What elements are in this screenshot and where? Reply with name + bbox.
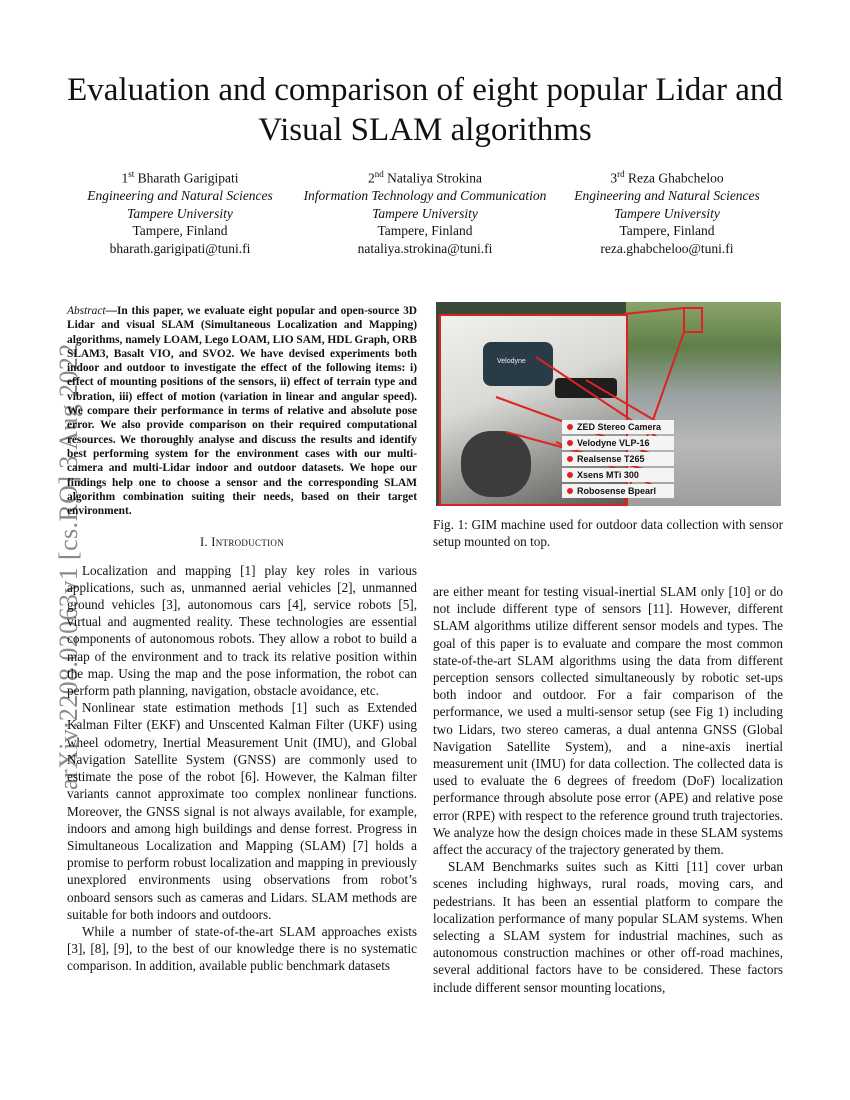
paragraph: SLAM Benchmarks suites such as Kitti [11] cover urban scenes including highways, rural roads, moving cars, and pedestrians. It has been an essential platform to compare the localization performance of many popular SLAM systems. When selecting a SLAM system for industrial machines, such as autonomous construction machines or other off-road machines, several additional factors have to be considered. These factors include different sensor mounting locations, [433,859,783,995]
author-ordinal-suffix: rd [617,169,625,179]
author-university: Tampere University [127,205,233,221]
author-1 [40,166,320,257]
author-affiliation: Information Technology and Communication [303,188,547,203]
abstract-text: —In this paper, we evaluate eight popular and open-source 3D Lidar and visual SLAM (Simultaneous Localization and Mapping) algorithms, namely LOAM, Lego LOAM, LIO SAM, HDL Graph, ORB SLAM3, Basalt VIO, and SVO2. We have devised experiments both indoor and outdoor to investigate the effect of the following items: i) effect of mounting positions of the sensors, ii) effect of terrain type and vibration, iii) effect of motion (variation in linear and angular speed). We compare their performance in terms of relative and absolute pose error. We also provide comparison on their required computational resources. We thoroughly analyse and discuss the results and identify best performing system for the environment cases with our multi-camera and multi-Lidar indoor and outdoor datasets. We hope our findings help one to choose a sensor and the corresponding SLAM algorithm combination suiting their needs, based on their target environment. [67,305,417,518]
sensor-labels [562,420,674,500]
abstract-lead: Abstract [67,305,106,317]
author-email: bharath.garigipati@tuni.fi [109,240,251,256]
abstract [67,304,417,518]
author-location: Tampere, Finland [377,223,473,238]
paragraph: While a number of state-of-the-art SLAM approaches exists [3], [8], [9], to the best of our knowledge there is no systematic comparison. In addition, available public benchmark datasets [67,923,417,974]
sensor-label-xsens: Xsens MTi 300 [562,468,674,482]
author-affiliation: Engineering and Natural Sciences [574,188,760,203]
author-email: reza.ghabcheloo@tuni.fi [600,240,734,256]
left-column [67,304,417,975]
paragraph: Nonlinear state estimation methods [1] such as Extended Kalman Filter (EKF) and Unscented Kalman Filter (UKF) using wheel odometry, Inertial Measurement Unit (IMU), and Global Navigation Satellite System (GNSS) are commonly used to estimate the pose of the robot [6]. However, the Kalman filter variants cannot approximate too complex nonlinear functions. Moreover, the GNSS signal is not always available, for example, indoors and among high buildings and dense forrest. Progress in Simultaneous Localization and Mapping (SLAM) [7] holds a promise to perform robust localization and mapping in previously unexplored environments using observations from robot’s onboard sensors such as cameras and Lidars. SLAM methods are suitable for both indoors and outdoors. [67,700,417,922]
sensor-label-velodyne: Velodyne VLP-16 [562,436,674,450]
figure-caption: Fig. 1: GIM machine used for outdoor data collection with sensor setup mounted on top. [433,517,783,550]
author-location: Tampere, Finland [132,223,228,238]
lidar-brand-text: Velodyne [497,358,526,365]
right-column [433,583,783,996]
author-3 [527,166,807,257]
paragraph: are either meant for testing visual-inertial SLAM only [10] or do not include different type of sensors [11]. However, different SLAM algorithms utilize different sensor models and types. The goal of this paper is to evaluate and compare the most common state-of-the-art SLAM algorithms using the data from different perception sensors collected simultaneously by robotic set-ups both indoor and outdoor. For a fair comparison of the performance, we used a multi-sensor setup (see Fig 1) including two Lidars, two stereo cameras, a dual antenna GNSS (Global Navigation Satellite System), and a nine-axis inertial measurement unit (IMU) for data collection. The collected data is used to evaluate the 6 degrees of freedom (DoF) localization performance through absolute pose error (APE) and relative pose error (RPE) with respect to the reference ground truth trajectories. We analyze how the design choices made in these SLAM systems affect the accuracy of the trajectory generated by them. [433,584,783,858]
arxiv-watermark: arXiv:2208.02063v1 [cs.RO] 3 Aug 2022 [54,343,83,790]
sensor-label-zed: ZED Stereo Camera [562,420,674,434]
author-email: nataliya.strokina@tuni.fi [357,240,493,256]
author-ordinal-suffix: st [128,169,135,179]
author-ordinal: 2 [368,170,375,186]
author-university: Tampere University [614,205,720,221]
author-university: Tampere University [372,205,478,221]
author-location: Tampere, Finland [619,223,715,238]
author-name: Reza Ghabcheloo [628,170,724,186]
paper-title: Evaluation and comparison of eight popular Lidar and Visual SLAM algorithms [67,72,783,148]
author-2 [285,166,565,257]
sensor-label-realsense: Realsense T265 [562,452,674,466]
section-heading: I. Introduction [199,535,285,550]
author-ordinal: 1 [121,170,129,186]
paragraph: Localization and mapping [1] play key roles in various applications, such as, unmanned aerial vehicles [2], unmanned ground vehicles [3], autonomous cars [4], service robots [5], virtual and augmented reality. These technologies are essential components of autonomous robots. They allow a robot to build a map of the environment and to track its relative position within the map. Using the map and the pose information, the robot can perform path planning, navigation, obstacle avoidance, etc. [67,562,417,699]
author-name: Bharath Garigipati [137,170,239,186]
author-affiliation: Engineering and Natural Sciences [87,188,273,203]
figure-1 [436,302,781,506]
author-ordinal-suffix: nd [374,169,384,179]
sensor-label-robosense: Robosense Bpearl [562,484,674,498]
author-ordinal: 3 [610,170,618,186]
author-name: Nataliya Strokina [387,170,482,186]
